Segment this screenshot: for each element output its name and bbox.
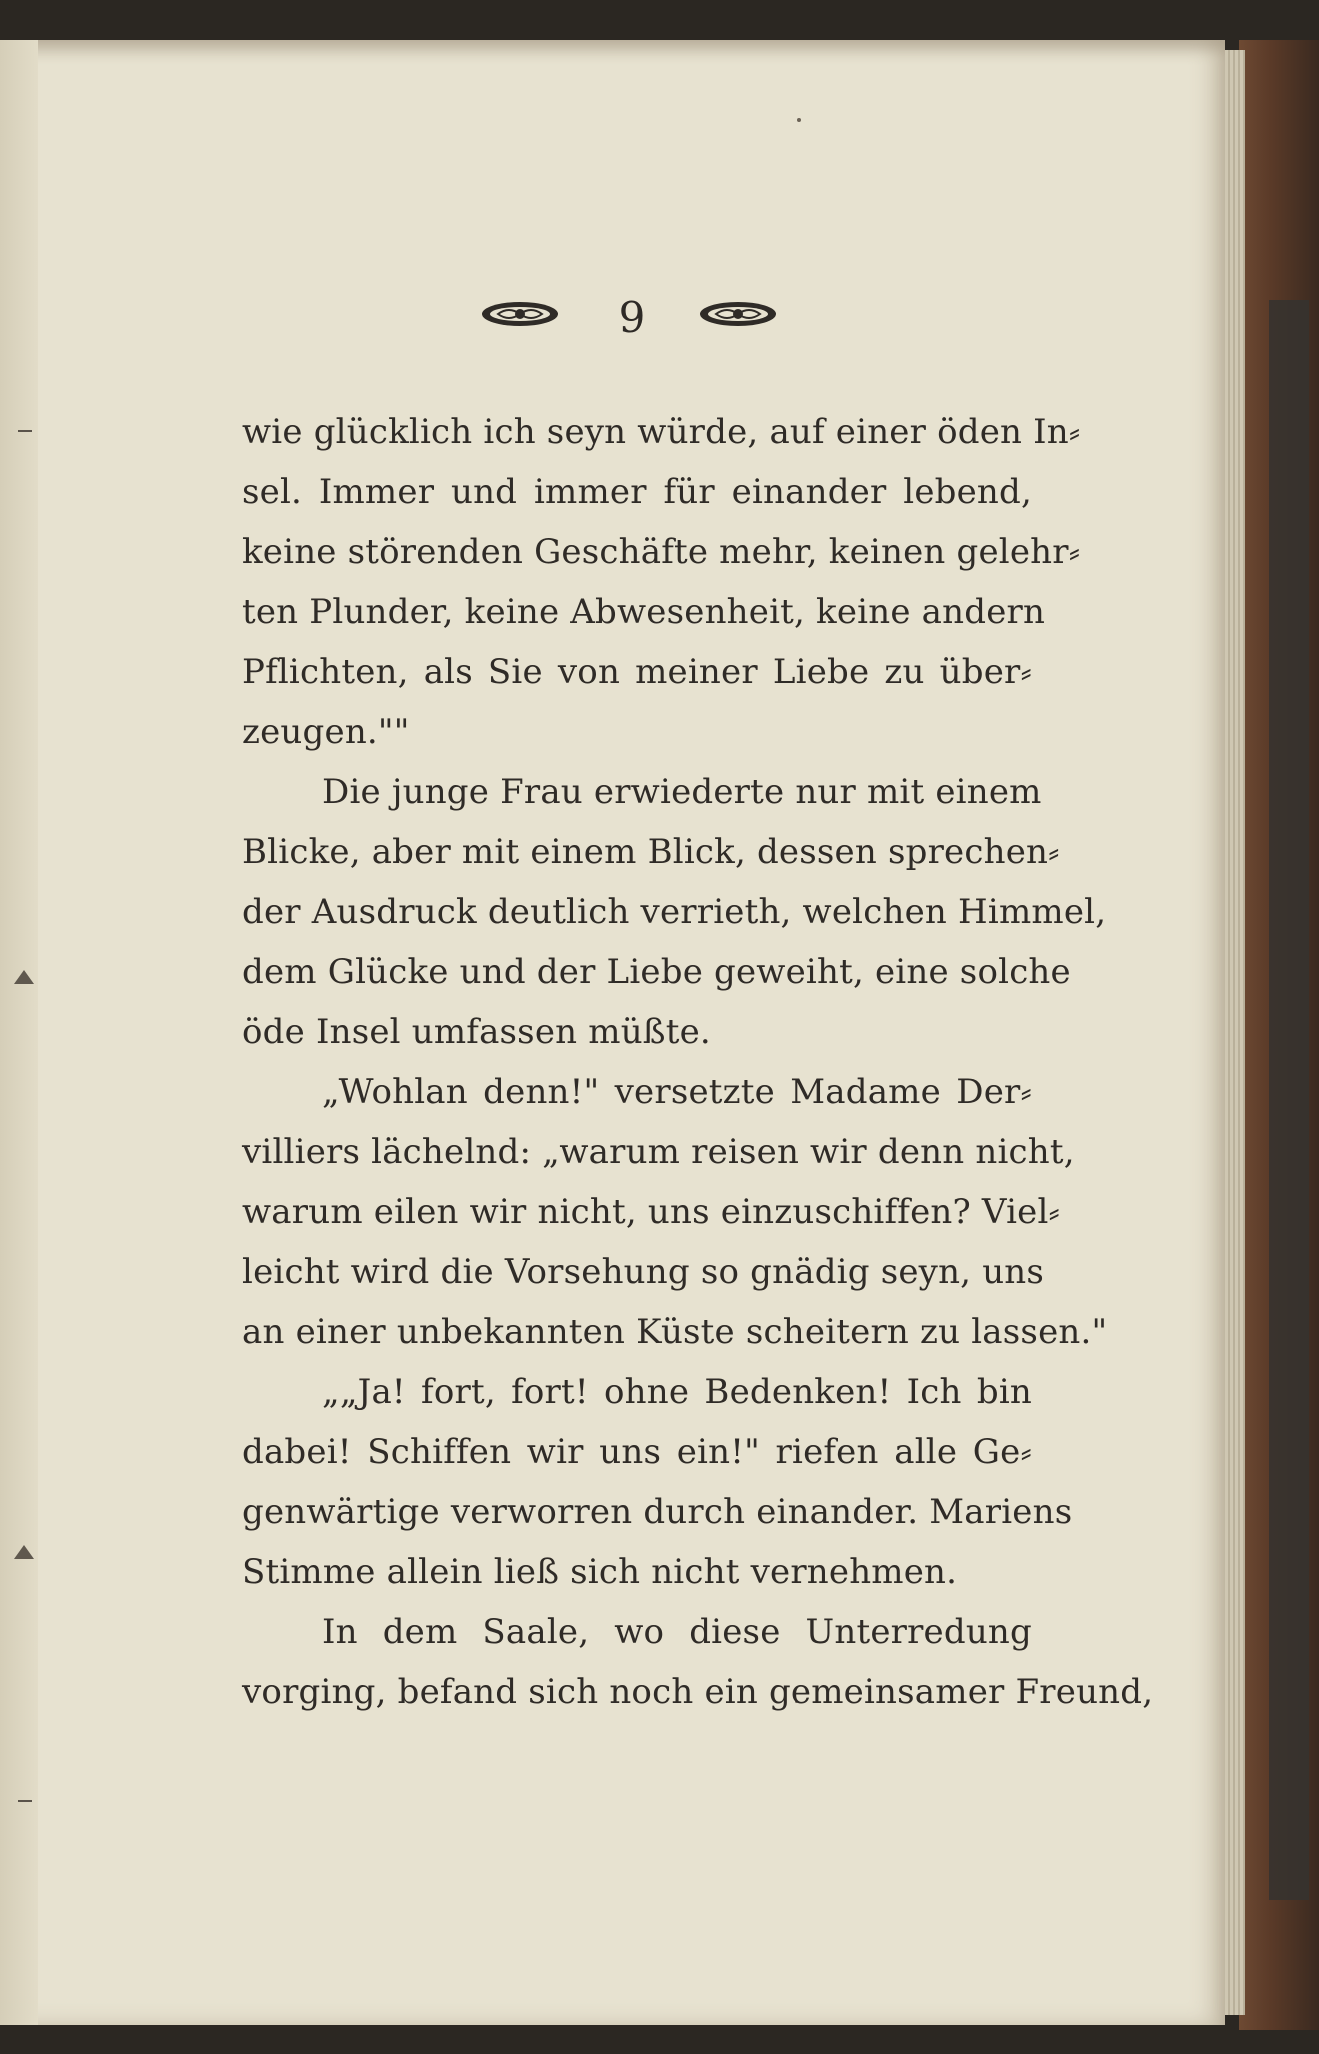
text-line: zeugen."" (242, 712, 410, 752)
page-number: 9 (618, 293, 646, 342)
ornament-icon (698, 298, 778, 330)
gutter-arrow-mark (14, 1545, 34, 1559)
text-line: vorging, befand sich noch ein gemeinsamer Freund, (242, 1672, 1154, 1712)
text-line: Stimme allein ließ sich nicht vernehmen. (242, 1552, 958, 1592)
text-line: dem Glücke und der Liebe geweiht, eine solche (242, 952, 1071, 992)
text-line: ten Plunder, keine Abwesenheit, keine andern (242, 592, 1046, 632)
text-line: wie glücklich ich seyn würde, auf einer öden In⸗ (242, 412, 1081, 452)
text-line: keine störenden Geschäfte mehr, keinen gelehr⸗ (242, 532, 1081, 572)
ornament-icon (480, 298, 560, 330)
gutter-mark (18, 1800, 32, 1802)
book-spine-shadow (1269, 300, 1309, 1900)
paper-speck (797, 118, 801, 122)
text-line: Die junge Frau erwiederte nur mit einem (322, 772, 1042, 812)
page-gutter (0, 40, 38, 2025)
text-line: Blicke, aber mit einem Blick, dessen sprechen⸗ (242, 832, 1060, 872)
text-line: „Wohlan denn!" versetzte Madame Der⸗ (322, 1072, 1032, 1112)
body-text (242, 402, 1154, 1722)
gutter-mark (18, 430, 32, 432)
page-header (480, 288, 780, 348)
text-line: warum eilen wir nicht, uns einzuschiffen? Viel⸗ (242, 1192, 1061, 1232)
text-line: sel. Immer und immer für einander lebend, (242, 472, 1032, 512)
text-line: genwärtige verworren durch einander. Mariens (242, 1492, 1073, 1532)
text-line: öde Insel umfassen müßte. (242, 1012, 711, 1052)
text-line: villiers lächelnd: „warum reisen wir denn nicht, (242, 1132, 1075, 1172)
text-line: „„Ja! fort, fort! ohne Bedenken! Ich bin (322, 1372, 1032, 1412)
text-line: In dem Saale, wo diese Unterredung (322, 1612, 1032, 1652)
text-line: der Ausdruck deutlich verrieth, welchen Himmel, (242, 892, 1107, 932)
text-line: leicht wird die Vorsehung so gnädig seyn, uns (242, 1252, 1045, 1292)
text-line: dabei! Schiffen wir uns ein!" riefen alle Ge⸗ (242, 1432, 1032, 1472)
gutter-arrow-mark (14, 970, 34, 984)
text-line: Pflichten, als Sie von meiner Liebe zu über⸗ (242, 652, 1032, 692)
text-line: an einer unbekannten Küste scheitern zu lassen." (242, 1312, 1108, 1352)
book-page (0, 40, 1225, 2025)
